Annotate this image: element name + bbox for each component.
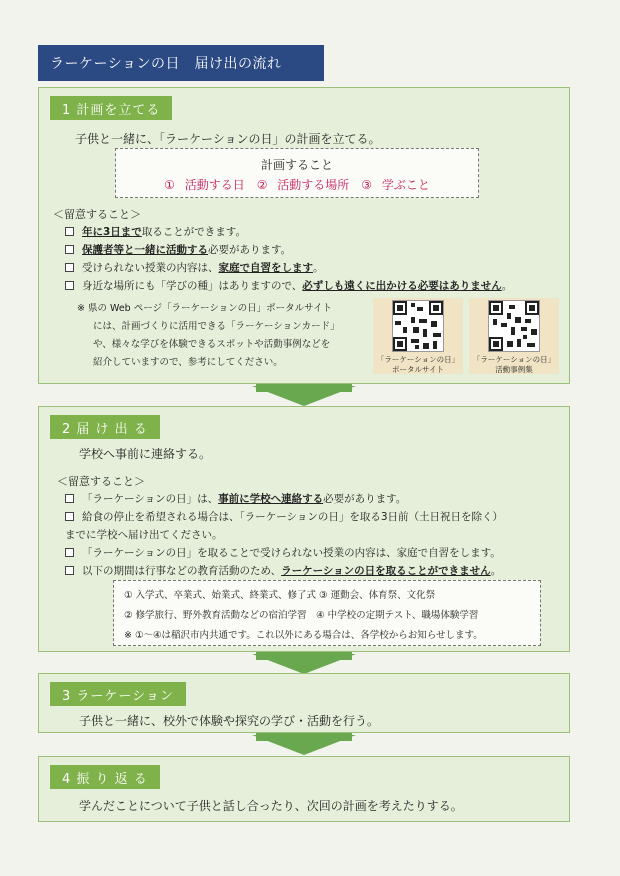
note-item: 「ラーケーションの日」を取ることで受けられない授業の内容は、家庭で自習をします。 <box>65 545 501 560</box>
section-rakation-lead: 子供と一緒に、校外で体験や探究の学び・活動を行う。 <box>79 714 380 728</box>
note-item: 年に3日まで取ることができます。 <box>65 224 246 239</box>
qr-code-icon[interactable] <box>488 300 540 352</box>
section-reflect-lead: 学んだことについて子供と話し合ったり、次回の計画を考えたりする。 <box>79 799 463 813</box>
section-rakation-heading: 3 ラーケーション <box>50 682 186 706</box>
section-notify-heading: 2 届 け 出 る <box>50 415 160 439</box>
checkbox-icon <box>65 245 74 254</box>
web-note-line: 紹介していますので、参考にしてください。 <box>93 357 283 368</box>
checkbox-icon <box>65 281 74 290</box>
note-item: 給食の停止を希望される場合は、「ラーケーションの日」を取る3日前（土日祝日を除く） <box>65 509 503 524</box>
web-note-line: や、様々な学びを体験できるスポットや活動事例などを <box>93 339 331 350</box>
flow-arrow-icon <box>252 735 356 755</box>
notes-heading: ＜留意すること＞ <box>57 475 145 488</box>
period-line: ② 修学旅行、野外教育活動などの宿泊学習 ④ 中学校の定期テスト、職場体験学習 <box>124 610 479 621</box>
period-line: ① 入学式、卒業式、始業式、終業式、修了式 ③ 運動会、体育祭、文化祭 <box>124 590 436 601</box>
section-plan <box>38 87 570 384</box>
checkbox-icon <box>65 548 74 557</box>
section-notify-lead: 学校へ事前に連絡する。 <box>79 447 212 461</box>
checkbox-icon <box>65 227 74 236</box>
checkbox-icon <box>65 263 74 272</box>
flow-arrow-icon <box>252 654 356 674</box>
section-notify <box>38 406 570 652</box>
note-item-continued: までに学校へ届け出てください。 <box>65 529 223 541</box>
period-line: ※ ①～④は稲沢市内共通です。これ以外にある場合は、各学校からお知らせします。 <box>124 630 483 641</box>
page-title: ラーケーションの日 届け出の流れ <box>38 45 324 81</box>
checkbox-icon <box>65 566 74 575</box>
plan-box <box>115 148 479 198</box>
note-item: 受けられない授業の内容は、家庭で自習をします。 <box>65 260 324 275</box>
note-item: 身近な場所にも「学びの種」はありますので、必ずしも遠くに出かける必要はありません。 <box>65 278 512 293</box>
plan-title: 計画すること <box>260 158 333 172</box>
section-plan-lead: 子供と一緒に、「ラーケーションの日」の計画を立てる。 <box>75 132 381 146</box>
notes-heading: ＜留意すること＞ <box>53 208 141 221</box>
web-note-line: には、計画づくりに活用できる「ラーケーションカード」 <box>93 321 340 332</box>
flow-arrow-icon <box>252 386 356 406</box>
section-rakation <box>38 673 570 733</box>
qr-card-examples[interactable]: 「ラーケーションの日」 活動事例集 <box>469 298 559 374</box>
note-item: 「ラーケーションの日」は、事前に学校へ連絡する必要があります。 <box>65 491 406 506</box>
plan-items: ① 活動する日 ② 活動する場所 ③ 学ぶこと <box>164 178 430 192</box>
note-item: 以下の期間は行事などの教育活動のため、ラーケーションの日を取ることができません。 <box>65 563 501 578</box>
checkbox-icon <box>65 494 74 503</box>
checkbox-icon <box>65 512 74 521</box>
blackout-periods-box <box>113 580 541 646</box>
section-reflect <box>38 756 570 822</box>
section-reflect-heading: 4 振 り 返 る <box>50 765 160 789</box>
web-note-line: ※ 県の Web ページ「ラーケーションの日」ポータルサイト <box>77 303 332 314</box>
qr-card-portal[interactable]: 「ラーケーションの日」 ポータルサイト <box>373 298 463 374</box>
section-plan-heading: 1 計画を立てる <box>50 96 172 120</box>
note-item: 保護者等と一緒に活動する必要があります。 <box>65 242 291 257</box>
qr-code-icon[interactable] <box>392 300 444 352</box>
